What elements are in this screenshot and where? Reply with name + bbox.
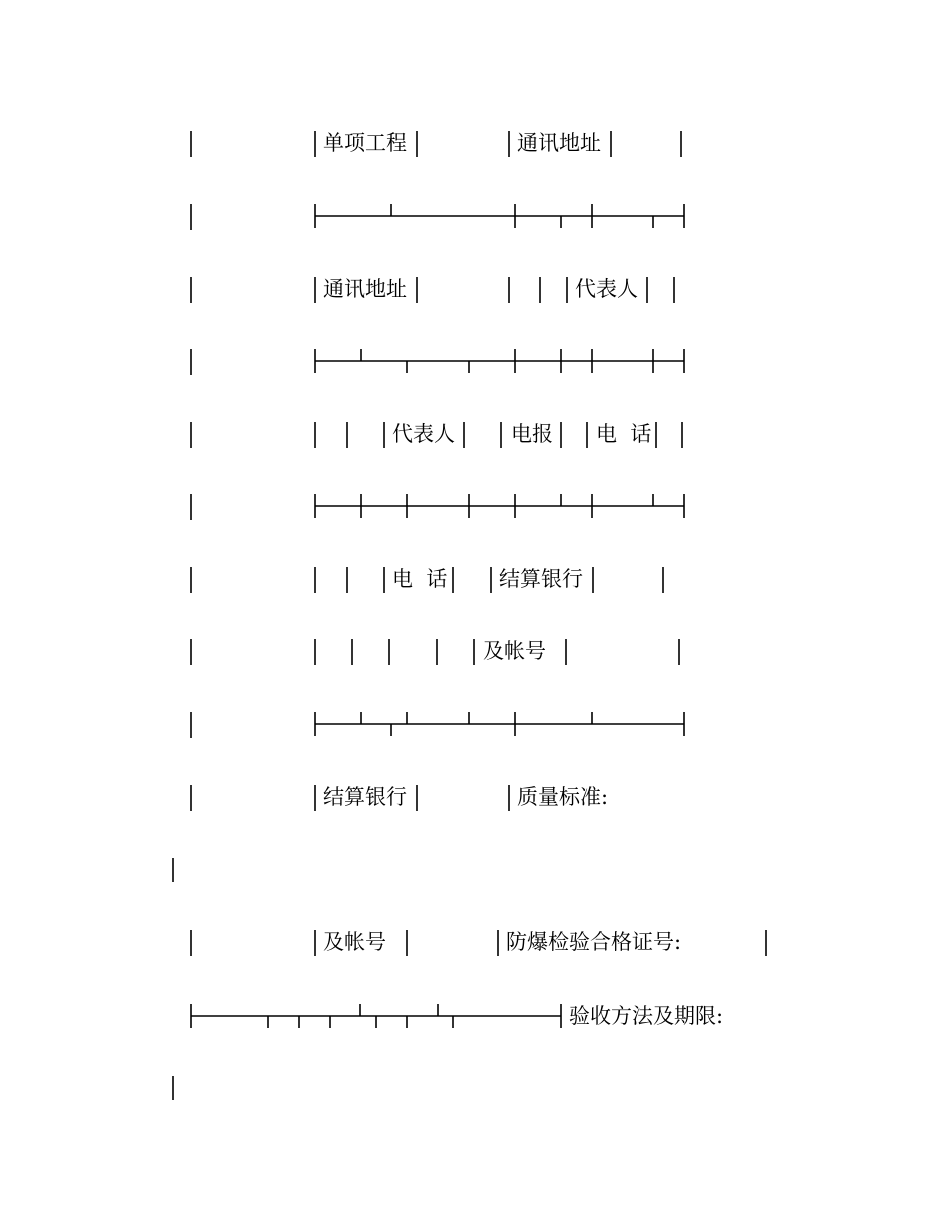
account-label: 及帐号: [483, 639, 546, 663]
quality-standard-label: 质量标准:: [517, 785, 609, 809]
representative-label: 代表人: [392, 422, 455, 446]
single-project-label: 单项工程: [323, 131, 407, 155]
acceptance-label: 验收方法及期限:: [569, 1004, 724, 1028]
phone-label: 电 话: [596, 422, 652, 446]
certificate-label: 防爆检验合格证号:: [506, 930, 682, 954]
bank-label: 结算银行: [499, 567, 583, 591]
telegram-label: 电报: [511, 422, 553, 446]
phone-label: 电 话: [392, 567, 448, 591]
representative-label: 代表人: [575, 277, 638, 301]
address-label: 通讯地址: [323, 277, 407, 301]
account-label: 及帐号: [323, 930, 386, 954]
address-label: 通讯地址: [517, 131, 601, 155]
bank-label: 结算银行: [323, 785, 407, 809]
